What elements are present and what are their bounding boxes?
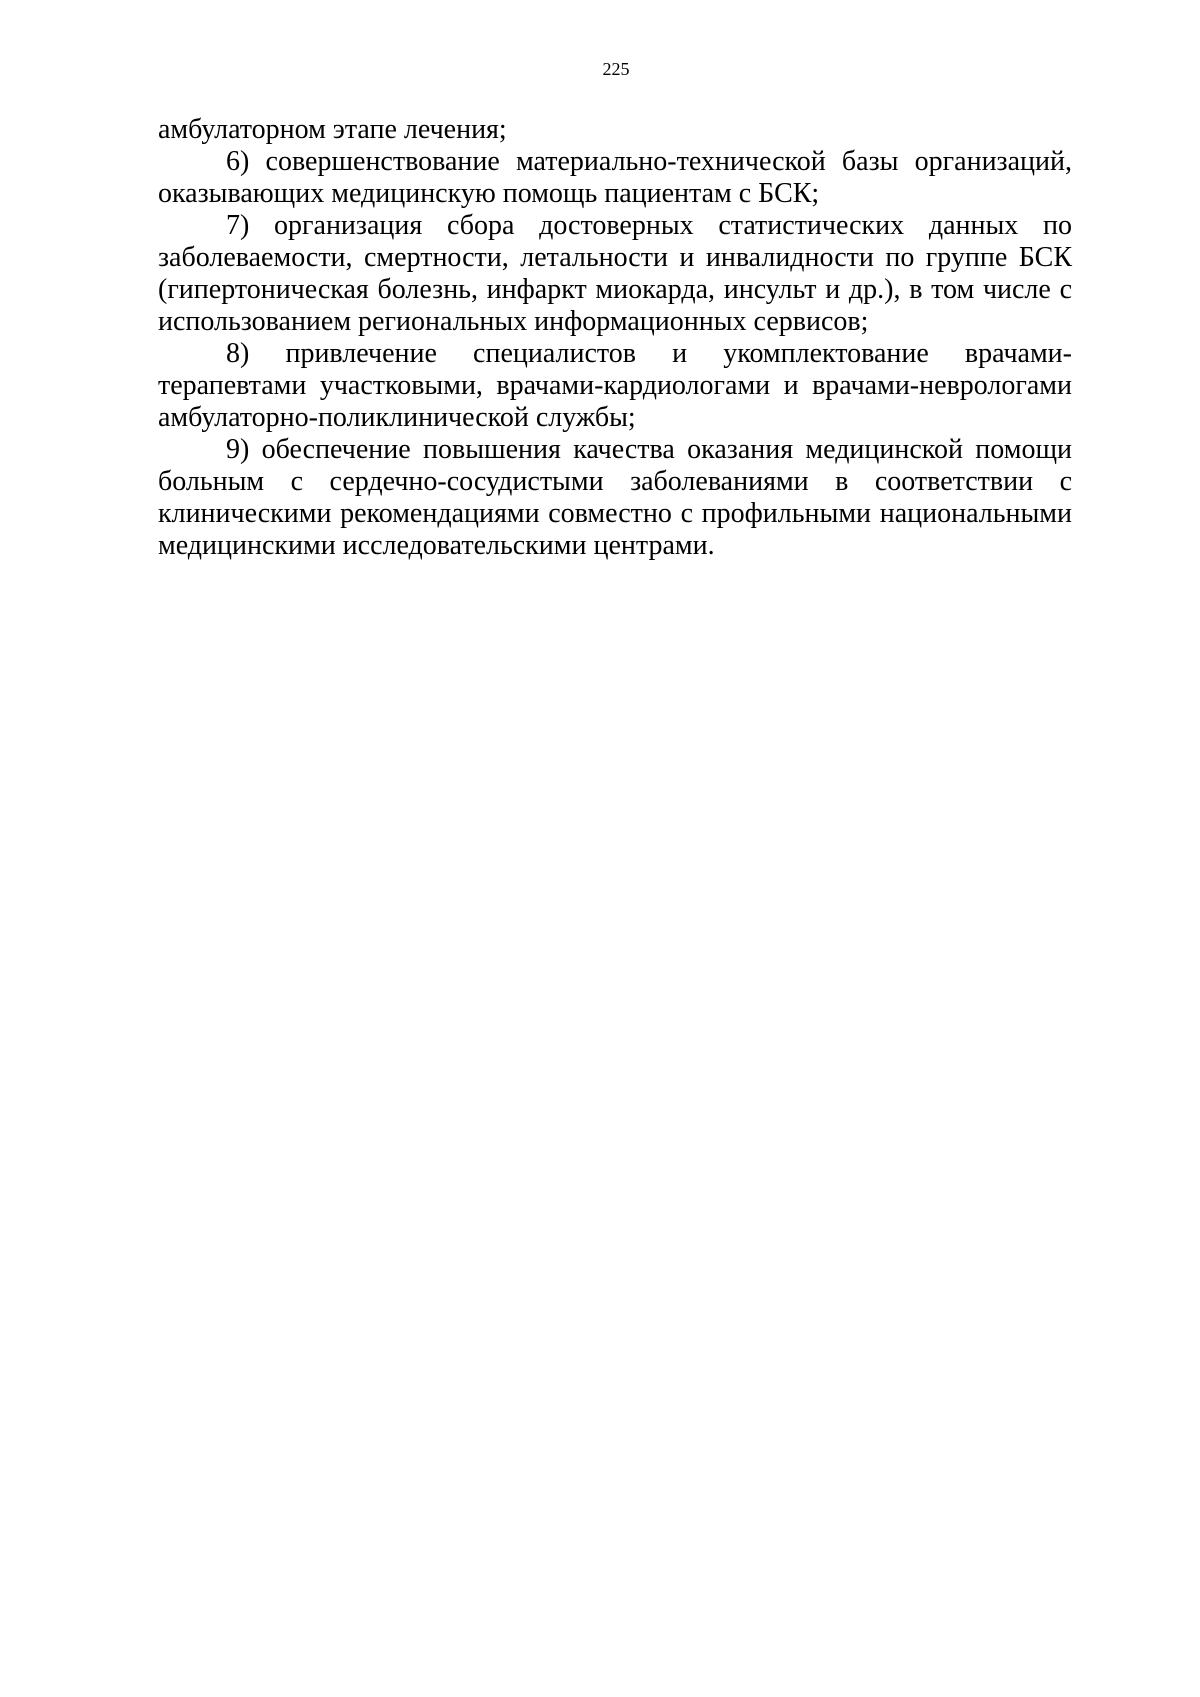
list-item-6: 6) совершенствование материально-технической базы организаций, оказывающих медицинскую помощь пациентам с БСК; [158,146,1072,209]
paragraph-continuation: амбулаторном этапе лечения; [158,114,507,145]
list-item-7: 7) организация сбора достоверных статистических данных по заболеваемости, смертности, летальности и инвалидности по группе БСК (гипертоническая болезнь, инфаркт миокарда, инсульт и др.), в том числе с использованием региональных информационных сервисов; [158,210,1072,337]
document-body [158,114,1072,562]
list-item-9: 9) обеспечение повышения качества оказания медицинской помощи больным с сердечно-сосудистыми заболеваниями в соответствии с клиническими рекомендациями совместно с профильными национальными медицинскими исследовательскими центрами. [158,434,1072,561]
list-item-8: 8) привлечение специалистов и укомплектование врачами-терапевтами участковыми, врачами-кардиологами и врачами-неврологами амбулаторно-поликлинической службы; [158,338,1072,433]
page-number: 225 [602,59,630,79]
